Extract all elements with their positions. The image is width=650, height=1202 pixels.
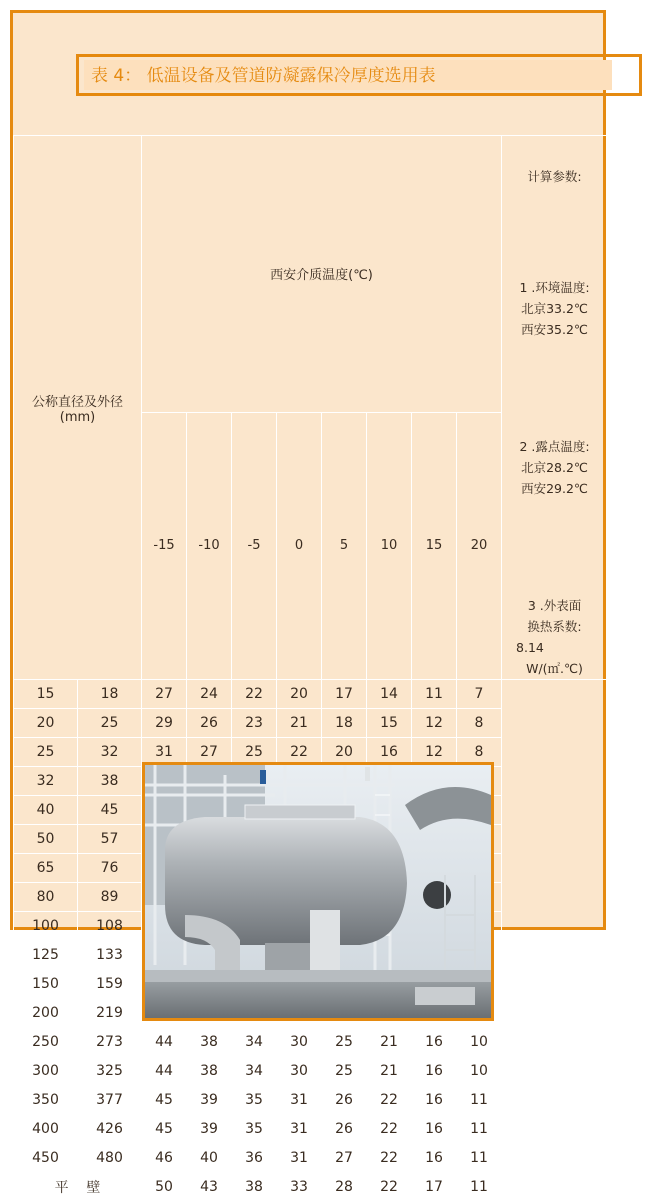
table-row (14, 1057, 608, 1086)
thickness-cell: 30 (277, 1028, 322, 1057)
thickness-cell: 8 (457, 709, 502, 738)
flat-wall-row (14, 1173, 608, 1202)
nominal-diameter-cell: 350 (14, 1086, 78, 1115)
thickness-cell: 31 (277, 1115, 322, 1144)
flat-wall-label: 平 壁 (14, 1173, 142, 1202)
thickness-cell: 24 (187, 680, 232, 709)
thickness-cell: 29 (142, 709, 187, 738)
thickness-cell: 10 (457, 1057, 502, 1086)
thickness-cell: 22 (232, 680, 277, 709)
thickness-cell: 21 (277, 709, 322, 738)
parameters-column (502, 136, 608, 680)
thickness-cell: 31 (142, 738, 187, 767)
outer-diameter-cell: 159 (78, 970, 142, 999)
thickness-cell: 11 (457, 1144, 502, 1173)
thickness-cell: 34 (232, 1057, 277, 1086)
nominal-diameter-cell: 50 (14, 825, 78, 854)
thickness-cell: 11 (457, 1173, 502, 1202)
params-title: 计算参数: (527, 169, 582, 184)
thickness-cell: 22 (367, 1115, 412, 1144)
thickness-cell: 8 (457, 738, 502, 767)
temp-header-3: 0 (277, 412, 322, 679)
outer-diameter-cell: 18 (78, 680, 142, 709)
temp-header-0: -15 (142, 412, 187, 679)
thickness-cell: 10 (457, 1028, 502, 1057)
thickness-cell: 20 (277, 680, 322, 709)
nominal-diameter-cell: 100 (14, 912, 78, 941)
ambient-xian: 西安35.2℃ (521, 322, 588, 337)
thickness-cell: 11 (457, 1115, 502, 1144)
table-row (14, 1144, 608, 1173)
thickness-cell: 25 (322, 1057, 367, 1086)
title-box (76, 54, 642, 96)
thickness-cell: 38 (232, 1173, 277, 1202)
thickness-cell: 22 (367, 1086, 412, 1115)
thickness-cell: 11 (412, 680, 457, 709)
header-row-1 (14, 136, 608, 413)
nominal-diameter-cell: 65 (14, 854, 78, 883)
thickness-cell: 25 (232, 738, 277, 767)
table-row (14, 1028, 608, 1057)
thickness-cell: 38 (187, 1057, 232, 1086)
temp-header-1: -10 (187, 412, 232, 679)
nominal-diameter-cell: 250 (14, 1028, 78, 1057)
thickness-cell: 18 (322, 709, 367, 738)
thickness-table (13, 135, 608, 1202)
coefficient-unit: W/(㎡.℃) (526, 661, 583, 676)
nominal-diameter-cell: 40 (14, 796, 78, 825)
outer-diameter-cell: 133 (78, 941, 142, 970)
outer-diameter-cell: 426 (78, 1115, 142, 1144)
nominal-diameter-cell: 25 (14, 738, 78, 767)
thickness-cell: 16 (412, 1086, 457, 1115)
outer-diameter-cell: 25 (78, 709, 142, 738)
thickness-cell: 28 (322, 1173, 367, 1202)
thickness-cell: 30 (277, 1057, 322, 1086)
outer-diameter-cell: 45 (78, 796, 142, 825)
nominal-diameter-cell: 150 (14, 970, 78, 999)
coefficient-label-1: 3 .外表面 (527, 598, 582, 613)
nominal-diameter-cell: 80 (14, 883, 78, 912)
thickness-cell: 21 (367, 1028, 412, 1057)
table-row (14, 680, 608, 709)
equipment-photo-drawing (145, 765, 491, 1018)
outer-diameter-cell: 76 (78, 854, 142, 883)
outer-diameter-cell: 219 (78, 999, 142, 1028)
thickness-cell: 34 (232, 1028, 277, 1057)
thickness-cell: 22 (277, 738, 322, 767)
outer-diameter-cell: 108 (78, 912, 142, 941)
outer-diameter-cell: 89 (78, 883, 142, 912)
thickness-cell: 25 (322, 1028, 367, 1057)
thickness-cell: 33 (277, 1173, 322, 1202)
thickness-cell: 7 (457, 680, 502, 709)
table-row (14, 1115, 608, 1144)
temp-header-6: 15 (412, 412, 457, 679)
outer-diameter-cell: 273 (78, 1028, 142, 1057)
thickness-cell: 26 (187, 709, 232, 738)
outer-diameter-cell: 38 (78, 767, 142, 796)
outer-diameter-cell: 325 (78, 1057, 142, 1086)
nominal-diameter-cell: 200 (14, 999, 78, 1028)
thickness-cell: 45 (142, 1086, 187, 1115)
thickness-cell: 16 (412, 1144, 457, 1173)
thickness-cell: 44 (142, 1057, 187, 1086)
dewpoint-beijing: 北京28.2℃ (521, 460, 588, 475)
temperature-header: 西安介质温度(℃) (142, 136, 502, 413)
dewpoint-label: 2 .露点温度: (519, 439, 590, 454)
thickness-cell: 17 (412, 1173, 457, 1202)
thickness-cell: 15 (367, 709, 412, 738)
thickness-cell: 35 (232, 1115, 277, 1144)
thickness-cell: 46 (142, 1144, 187, 1173)
thickness-cell: 26 (322, 1115, 367, 1144)
coefficient-value: 8.14 (516, 640, 544, 655)
thickness-cell: 16 (412, 1057, 457, 1086)
thickness-cell: 17 (322, 680, 367, 709)
thickness-cell: 14 (367, 680, 412, 709)
nominal-diameter-cell: 450 (14, 1144, 78, 1173)
ambient-label: 1 .环境温度: (519, 280, 590, 295)
thickness-cell: 45 (142, 1115, 187, 1144)
thickness-cell: 27 (187, 738, 232, 767)
nominal-diameter-cell: 32 (14, 767, 78, 796)
thickness-cell: 43 (187, 1173, 232, 1202)
outer-diameter-cell: 377 (78, 1086, 142, 1115)
thickness-cell: 11 (457, 1086, 502, 1115)
thickness-cell: 31 (277, 1086, 322, 1115)
thickness-cell: 39 (187, 1086, 232, 1115)
thickness-cell: 27 (142, 680, 187, 709)
temp-header-2: -5 (232, 412, 277, 679)
thickness-cell: 12 (412, 709, 457, 738)
temp-header-4: 5 (322, 412, 367, 679)
thickness-cell: 26 (322, 1086, 367, 1115)
thickness-cell: 31 (277, 1144, 322, 1173)
thickness-cell: 21 (367, 1057, 412, 1086)
nominal-diameter-cell: 400 (14, 1115, 78, 1144)
equipment-photo (142, 762, 494, 1021)
coefficient-label-2: 换热系数: (527, 619, 582, 634)
nominal-diameter-cell: 20 (14, 709, 78, 738)
thickness-cell: 38 (187, 1028, 232, 1057)
outer-diameter-cell: 480 (78, 1144, 142, 1173)
dewpoint-xian: 西安29.2℃ (521, 481, 588, 496)
thickness-cell: 20 (322, 738, 367, 767)
thickness-cell: 36 (232, 1144, 277, 1173)
thickness-cell: 50 (142, 1173, 187, 1202)
thickness-cell: 44 (142, 1028, 187, 1057)
table-row (14, 1086, 608, 1115)
nominal-diameter-cell: 125 (14, 941, 78, 970)
outer-diameter-cell: 32 (78, 738, 142, 767)
ambient-beijing: 北京33.2℃ (521, 301, 588, 316)
thickness-cell: 16 (412, 1115, 457, 1144)
page-title: 表 4： 低温设备及管道防凝露保冷厚度选用表 (91, 66, 436, 86)
nominal-diameter-cell: 15 (14, 680, 78, 709)
thickness-cell: 23 (232, 709, 277, 738)
thickness-cell: 39 (187, 1115, 232, 1144)
temp-header-7: 20 (457, 412, 502, 679)
thickness-cell: 12 (412, 738, 457, 767)
thickness-cell: 22 (367, 1144, 412, 1173)
thickness-cell: 27 (322, 1144, 367, 1173)
temp-header-5: 10 (367, 412, 412, 679)
thickness-cell: 40 (187, 1144, 232, 1173)
nominal-diameter-cell: 300 (14, 1057, 78, 1086)
thickness-cell: 16 (412, 1028, 457, 1057)
thickness-cell: 22 (367, 1173, 412, 1202)
outer-diameter-cell: 57 (78, 825, 142, 854)
thickness-cell: 35 (232, 1086, 277, 1115)
diameter-header: 公称直径及外径 (mm) (14, 136, 142, 680)
table-row (14, 709, 608, 738)
thickness-cell: 16 (367, 738, 412, 767)
